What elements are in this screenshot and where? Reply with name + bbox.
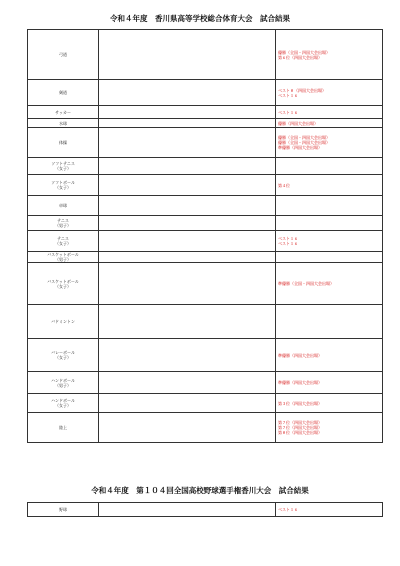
result-row xyxy=(28,339,383,372)
sport-name-cell: 剣道 xyxy=(28,80,99,106)
match-detail-cell xyxy=(99,339,276,372)
result-row xyxy=(28,263,383,305)
match-detail-cell xyxy=(99,196,276,216)
match-detail-cell xyxy=(99,394,276,413)
result-row xyxy=(28,80,383,106)
result-note-cell: ベスト１６ xyxy=(276,106,383,119)
result-row xyxy=(28,119,383,128)
match-detail-cell xyxy=(99,503,276,517)
sport-name-cell: バスケットボール （男子） xyxy=(28,252,99,263)
baseball-section-title: 令和４年度 第１０４回全国高校野球選手権香川大会 試合結果 xyxy=(91,486,309,495)
match-detail-cell xyxy=(99,175,276,196)
match-detail-cell xyxy=(99,413,276,443)
baseball-results-table xyxy=(27,502,383,517)
sport-name-cell: バドミントン xyxy=(28,305,99,339)
sport-name-cell: 陸上 xyxy=(28,413,99,443)
result-row xyxy=(28,175,383,196)
sport-name-cell: サッカー xyxy=(28,106,99,119)
match-detail-cell xyxy=(99,128,276,158)
result-note-cell: ベスト１６ ベスト１６ xyxy=(276,231,383,252)
result-row xyxy=(28,196,383,216)
result-row xyxy=(28,394,383,413)
match-detail-cell xyxy=(99,158,276,175)
sport-name-cell: 卓球 xyxy=(28,196,99,216)
sport-name-cell: テニス （女子） xyxy=(28,231,99,252)
sport-name-cell: ハンドボール （女子） xyxy=(28,394,99,413)
result-note-cell: 優勝（全国・四国大会出場） 優勝（全国・四国大会出場） 準優勝（四国大会出場） xyxy=(276,128,383,158)
result-note-cell: 準優勝（全国・四国大会出場） xyxy=(276,263,383,305)
sport-name-cell: 水球 xyxy=(28,119,99,128)
result-row xyxy=(28,372,383,394)
result-note-cell xyxy=(276,158,383,175)
match-detail-cell xyxy=(99,216,276,231)
result-note-cell xyxy=(276,196,383,216)
sport-name-cell: 体操 xyxy=(28,128,99,158)
sport-name-cell: テニス （男子） xyxy=(28,216,99,231)
result-note-cell: 準優勝（四国大会出場） xyxy=(276,339,383,372)
result-note-cell: ベスト１６ xyxy=(276,503,383,517)
result-row xyxy=(28,252,383,263)
match-detail-cell xyxy=(99,106,276,119)
match-detail-cell xyxy=(99,119,276,128)
sport-name-cell: ハンドボール （男子） xyxy=(28,372,99,394)
match-detail-cell xyxy=(99,30,276,80)
result-note-cell xyxy=(276,305,383,339)
result-note-cell: 第３位（四国大会出場） xyxy=(276,394,383,413)
result-note-cell: 第４位 xyxy=(276,175,383,196)
result-note-cell xyxy=(276,252,383,263)
result-note-cell xyxy=(276,216,383,231)
result-row xyxy=(28,106,383,119)
result-row xyxy=(28,30,383,80)
result-note-cell: ベスト８（四国大会出場） ベスト１６ xyxy=(276,80,383,106)
sport-name-cell: 弓道 xyxy=(28,30,99,80)
result-row xyxy=(28,158,383,175)
sport-name-cell: バレーボール （女子） xyxy=(28,339,99,372)
result-row xyxy=(28,128,383,158)
match-detail-cell xyxy=(99,263,276,305)
result-note-cell: 優勝（四国大会出場） xyxy=(276,119,383,128)
document-title: 令和４年度 香川県高等学校総合体育大会 試合結果 xyxy=(110,14,290,23)
result-note-cell: 第７位（四国大会出場） 第７位（四国大会出場） 第８位（四国大会出場） xyxy=(276,413,383,443)
match-detail-cell xyxy=(99,80,276,106)
result-note-cell: 準優勝（四国大会出場） xyxy=(276,372,383,394)
match-detail-cell xyxy=(99,231,276,252)
result-note-cell: 優勝（全国・四国大会出場） 第６位（四国大会出場） xyxy=(276,30,383,80)
result-row xyxy=(28,216,383,231)
sport-name-cell: バスケットボール （女子） xyxy=(28,263,99,305)
match-detail-cell xyxy=(99,372,276,394)
result-row xyxy=(28,503,383,517)
result-row xyxy=(28,413,383,443)
match-detail-cell xyxy=(99,252,276,263)
sport-name-cell: ソフトテニス （女子） xyxy=(28,158,99,175)
match-detail-cell xyxy=(99,305,276,339)
result-row xyxy=(28,231,383,252)
sport-name-cell: 野球 xyxy=(28,503,99,517)
tournament-results-table xyxy=(27,29,383,443)
result-row xyxy=(28,305,383,339)
sport-name-cell: ソフトボール （女子） xyxy=(28,175,99,196)
